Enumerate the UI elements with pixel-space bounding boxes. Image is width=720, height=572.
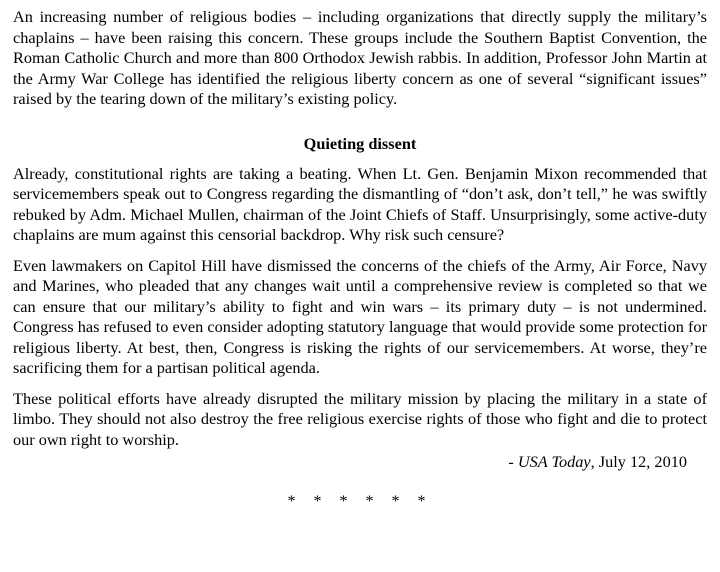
section-heading: Quieting dissent — [303, 133, 417, 153]
source-publication: USA Today — [517, 452, 591, 471]
document-page — [13, 7, 707, 512]
source-date: , July 12, 2010 — [590, 452, 687, 471]
paragraph-lawmakers: Even lawmakers on Capitol Hill have dismissed the concerns of the chiefs of the Army, Air Force, Navy and Marines, who pleaded that any changes wait until a comprehensive review is completed so that we can ensure that our military’s ability to fight and win wars – its primary duty – is not undermined. Congress has refused to even consider adopting statutory language that would provide some protection for religious liberty. At best, then, Congress is risking the rights of our servicemembers. At worse, they’re sacrificing them for a partisan political agenda. — [13, 255, 707, 377]
source-dash: - — [508, 452, 518, 471]
paragraph-religious-bodies: An increasing number of religious bodies – including organizations that directly supply the military’s chaplains – have been raising this concern. These groups include the Southern Baptist Convention, the Roman Catholic Church and more than 800 Orthodox Jewish rabbis. In addition, Professor John Martin at the Army War College has identified the religious liberty concern as one of several “significant issues” raised by the tearing down of the military’s existing policy. — [13, 7, 707, 108]
source-citation — [13, 452, 707, 472]
section-separator: * * * * * * — [287, 493, 433, 510]
paragraph-constitutional-rights: Already, constitutional rights are taking a beating. When Lt. Gen. Benjamin Mixon recommended that servicemembers speak out to Congress regarding the dismantling of “don’t ask, don’t tell,” he was swiftly rebuked by Adm. Michael Mullen, chairman of the Joint Chiefs of Staff. Unsurprisingly, some active-duty chaplains are mum against this censorial backdrop. Why risk such censure? — [13, 163, 707, 244]
paragraph-political-efforts: These political efforts have already disrupted the military mission by placing the military in a state of limbo. They should not also destroy the free religious exercise rights of those who fight and die to protect our own right to worship. — [13, 388, 707, 449]
